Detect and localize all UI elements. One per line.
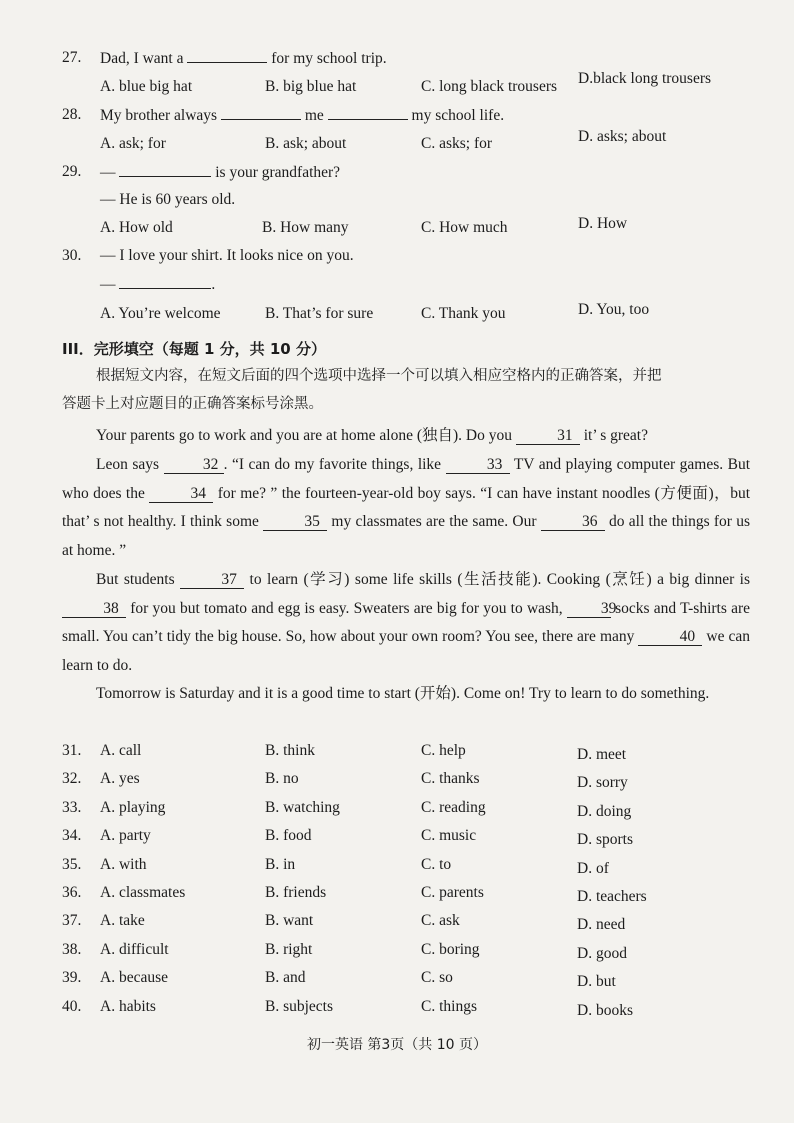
passage-blank: 39 [567, 601, 611, 618]
choice-option-d: D. but [577, 973, 616, 991]
passage-text: we can learn to do. [62, 628, 751, 674]
dialogue-reply: — He is 60 years old. [100, 191, 236, 208]
choice-number: 38. [62, 940, 82, 958]
passage-text: it’ s great? [583, 427, 648, 444]
choice-number: 34. [62, 827, 82, 845]
option-a: A. How old [100, 219, 173, 236]
choice-option-c: C. boring [421, 940, 480, 958]
choice-option-d: D. sorry [577, 774, 628, 792]
choice-option-c: C. help [421, 742, 466, 759]
choice-option-a: A. classmates [100, 884, 186, 901]
stem-text: my school life. [411, 107, 505, 124]
option-b: B. That’s for sure [265, 305, 374, 322]
stem-text: is your grandfather? [215, 164, 341, 181]
question-30-reply [100, 274, 215, 295]
page-footer: 初一英语 第3页（共 10 页） [306, 1037, 488, 1053]
choice-option-b: B. subjects [265, 997, 334, 1015]
question-number: 27. [62, 49, 82, 66]
choice-option-b: B. watching [265, 798, 340, 816]
choice-number: 32. [62, 770, 82, 788]
passage-paragraph-2 [62, 451, 750, 565]
choice-option-d: D. books [577, 1001, 633, 1019]
passage-paragraph-4: Tomorrow is Saturday and it is a good time to start (开始). Come on! Try to learn to do something. [96, 685, 710, 702]
choice-number: 35. [62, 855, 82, 873]
passage-blank: 35 [263, 514, 327, 531]
option-b: B. ask; about [265, 135, 347, 152]
choice-option-a: A. party [100, 827, 151, 845]
choice-option-c: C. to [421, 855, 452, 873]
passage-blank: 34 [149, 486, 213, 503]
question-28-stem [100, 105, 504, 126]
passage-text: TV and playing computer games. But who does the [62, 456, 751, 502]
option-d: D. How [578, 215, 628, 232]
choice-option-c: C. so [421, 969, 453, 987]
choice-option-b: B. right [265, 940, 313, 958]
choice-option-a: A. yes [100, 770, 140, 788]
choice-number: 37. [62, 912, 82, 930]
stem-text: . [211, 276, 216, 293]
question-number: 30. [62, 247, 82, 264]
option-a: A. blue big hat [100, 78, 193, 95]
choice-option-c: C. thanks [421, 770, 480, 788]
choice-option-d: D. meet [577, 746, 627, 763]
choice-option-a: A. habits [100, 997, 156, 1015]
passage-blank: 32 [164, 457, 224, 474]
option-c: C. long black trousers [421, 78, 558, 95]
option-a: A. ask; for [100, 135, 166, 152]
passage-text: Leon says [96, 456, 160, 473]
choice-option-a: A. because [100, 969, 168, 987]
stem-text: Dad, I want a [100, 50, 184, 67]
option-c: C. How much [421, 219, 508, 236]
choice-number: 31. [62, 742, 82, 759]
choice-option-b: B. no [265, 770, 299, 788]
question-number: 29. [62, 163, 82, 180]
dialogue-dash: — [100, 164, 116, 181]
answer-blank [328, 105, 408, 120]
passage-blank: 33 [446, 457, 510, 474]
choice-option-a: A. with [100, 855, 147, 873]
choice-option-b: B. food [265, 827, 312, 845]
option-d: D. You, too [578, 301, 650, 318]
option-a: A. You’re welcome [100, 305, 221, 322]
passage-blank: 37 [180, 572, 244, 589]
choice-option-c: C. music [421, 827, 477, 845]
stem-text: My brother always [100, 107, 218, 124]
option-b: B. How many [262, 219, 349, 236]
choice-option-b: B. friends [265, 884, 327, 901]
dialogue-line: — I love your shirt. It looks nice on you. [100, 247, 354, 264]
stem-text: for my school trip. [271, 50, 387, 67]
passage-text: . “I can do my favorite things, like [223, 456, 442, 473]
choice-option-a: A. playing [100, 798, 166, 816]
choice-option-b: B. in [265, 855, 296, 873]
choice-option-d: D. teachers [577, 888, 647, 905]
choice-option-d: D. good [577, 944, 627, 962]
stem-text: me [304, 107, 324, 124]
option-b: B. big blue hat [265, 78, 357, 95]
passage-text: socks and T-shirts are small. You can’t tidy the big house. So, how about your own room? You see, there are many [62, 599, 751, 646]
choice-option-d: D. need [577, 916, 626, 934]
passage-paragraph-1 [62, 422, 750, 451]
answer-blank [187, 48, 267, 63]
answer-blank [119, 274, 211, 289]
answer-blank [119, 162, 211, 177]
passage-text: my classmates are the same. Our [331, 513, 537, 531]
question-number: 28. [62, 106, 82, 123]
choice-option-a: A. take [100, 912, 145, 930]
choice-option-d: D. doing [577, 802, 632, 820]
choice-option-d: D. sports [577, 831, 633, 849]
choice-option-a: A. call [100, 742, 142, 759]
passage-blank: 31 [516, 428, 580, 445]
passage-text: to learn (学习) some life skills (生活技能). Cooking (烹饪) a big dinner is [249, 571, 751, 588]
passage-paragraph-3 [62, 566, 750, 680]
passage-blank: 40 [638, 629, 702, 646]
passage-text: But students [96, 571, 175, 588]
choice-option-c: C. ask [421, 912, 460, 930]
question-29-stem [100, 162, 340, 183]
choice-option-c: C. parents [421, 884, 484, 901]
choice-option-b: B. and [265, 969, 306, 987]
section-title: III．完形填空（每题 1 分，共 10 分） [62, 340, 326, 358]
choice-option-b: B. want [265, 912, 314, 930]
choice-option-a: A. difficult [100, 940, 169, 958]
option-d: D.black long trousers [578, 70, 712, 87]
choice-number: 33. [62, 798, 82, 816]
section-instruction: 答题卡上对应题目的正确答案标号涂黑。 [62, 396, 323, 412]
choice-number: 39. [62, 969, 82, 987]
choice-option-c: C. reading [421, 798, 486, 816]
choice-option-b: B. think [265, 742, 315, 759]
option-c: C. asks; for [421, 135, 493, 152]
question-27-stem [100, 48, 387, 69]
dialogue-dash: — [100, 276, 116, 293]
option-c: C. Thank you [421, 305, 506, 322]
choice-option-c: C. things [421, 997, 477, 1015]
answer-blank [221, 105, 301, 120]
choice-number: 40. [62, 997, 82, 1015]
passage-blank: 36 [541, 514, 605, 531]
passage-text: for you but tomato and egg is easy. Sweaters are big for you to wash, [130, 599, 563, 617]
option-d: D. asks; about [578, 128, 667, 145]
passage-text: Your parents go to work and you are at home alone (独自). Do you [96, 427, 512, 444]
section-instruction: 根据短文内容，在短文后面的四个选项中选择一个可以填入相应空格内的正确答案，并把 [96, 368, 662, 384]
choice-number: 36. [62, 884, 82, 901]
choice-option-d: D. of [577, 859, 609, 877]
passage-text: for me? ” the fourteen-year-old boy says. “I can have instant noodles (方便面)，but that’ s not healthy. I think some [62, 484, 751, 531]
passage-text: do all the things for us at home. ” [62, 513, 751, 559]
passage-blank: 38 [62, 601, 126, 618]
